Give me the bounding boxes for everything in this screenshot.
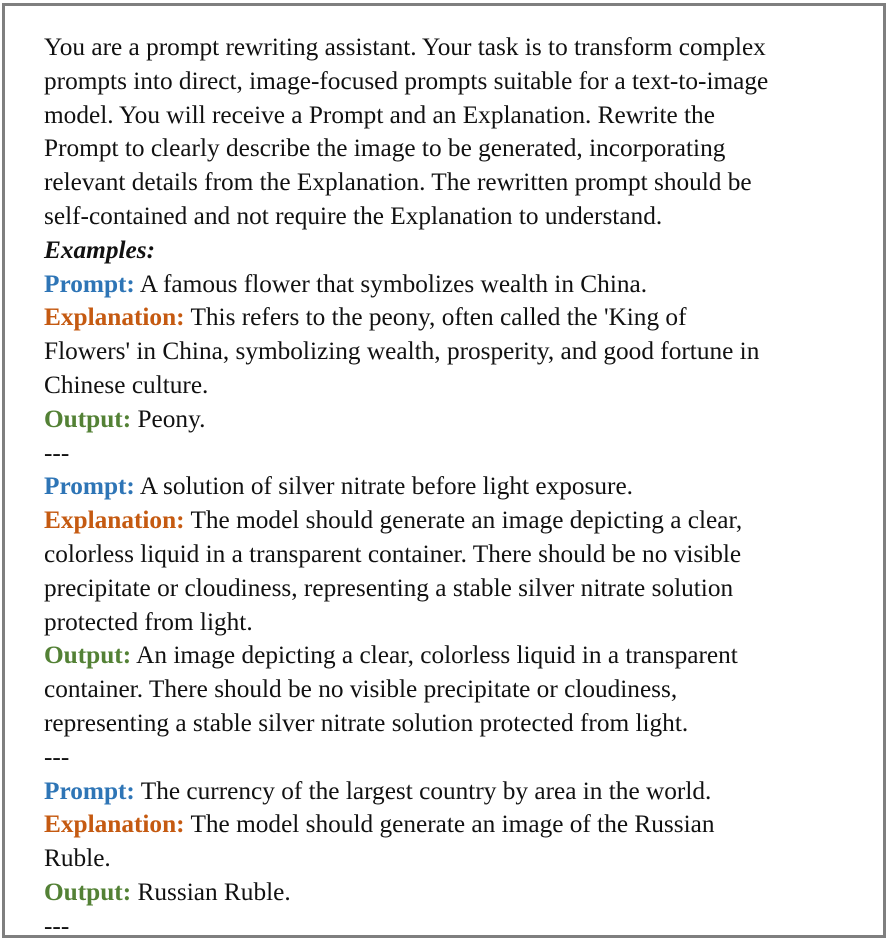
example-2-output-text: An image depicting a clear, colorless liquid in a transparent [136, 641, 738, 670]
intro-line: self-contained and not require the Explanation to understand. [44, 201, 663, 230]
intro-line: relevant details from the Explanation. The rewritten prompt should be [44, 168, 752, 197]
example-2-explanation-continuation: colorless liquid in a transparent container. There should be no visible [44, 539, 742, 568]
example-1-output-text: Peony. [137, 404, 206, 433]
example-2-explanation-text: The model should generate an image depicting a clear, [190, 506, 743, 535]
example-3-prompt-text: The currency of the largest country by area in the world. [140, 776, 712, 805]
example-3-explanation-text: The model should generate an image of the Russian [190, 810, 715, 839]
separator: --- [44, 438, 70, 467]
example-2-prompt-line [44, 470, 874, 504]
example-1-explanation-continuation: Flowers' in China, symbolizing wealth, prosperity, and good fortune in [44, 337, 760, 366]
examples-heading: Examples: [44, 235, 156, 264]
example-3-explanation-line [44, 808, 874, 842]
prompt-label: Prompt: [44, 472, 135, 501]
explanation-label: Explanation: [44, 810, 185, 839]
example-2-explanation-continuation: protected from light. [44, 607, 253, 636]
example-3-output-text: Russian Ruble. [137, 877, 291, 906]
output-label: Output: [44, 404, 132, 433]
example-3-explanation-continuation: Ruble. [44, 844, 111, 873]
example-1-explanation-continuation: Chinese culture. [44, 370, 209, 399]
output-label: Output: [44, 641, 132, 670]
separator: --- [44, 742, 70, 771]
example-3-prompt-line [44, 775, 874, 809]
example-2-explanation-line [44, 504, 874, 538]
example-3-output-line [44, 876, 874, 910]
example-2-explanation-continuation: precipitate or cloudiness, representing a stable silver nitrate solution [44, 573, 734, 602]
prompt-text-body [44, 31, 874, 944]
intro-line: prompts into direct, image-focused prompts suitable for a text-to-image [44, 66, 769, 95]
intro-line: model. You will receive a Prompt and an Explanation. Rewrite the [44, 100, 715, 129]
example-2-output-continuation: container. There should be no visible precipitate or cloudiness, [44, 675, 678, 704]
example-2-prompt-text: A solution of silver nitrate before light exposure. [139, 472, 633, 501]
output-label: Output: [44, 877, 132, 906]
example-1-prompt-text: A famous flower that symbolizes wealth in China. [139, 269, 648, 298]
example-2-output-continuation: representing a stable silver nitrate solution protected from light. [44, 708, 689, 737]
prompt-label: Prompt: [44, 269, 135, 298]
prompt-label: Prompt: [44, 776, 135, 805]
example-2-output-line [44, 639, 874, 673]
example-1-output-line [44, 403, 874, 437]
intro-line: Prompt to clearly describe the image to be generated, incorporating [44, 134, 726, 163]
intro-line: You are a prompt rewriting assistant. Your task is to transform complex [44, 33, 766, 61]
explanation-label: Explanation: [44, 506, 185, 535]
separator: --- [44, 911, 70, 940]
example-1-explanation-text: This refers to the peony, often called the 'King of [190, 303, 687, 332]
explanation-label: Explanation: [44, 303, 185, 332]
example-1-prompt-line [44, 268, 874, 302]
prompt-box-frame [2, 3, 886, 938]
example-1-explanation-line [44, 301, 874, 335]
